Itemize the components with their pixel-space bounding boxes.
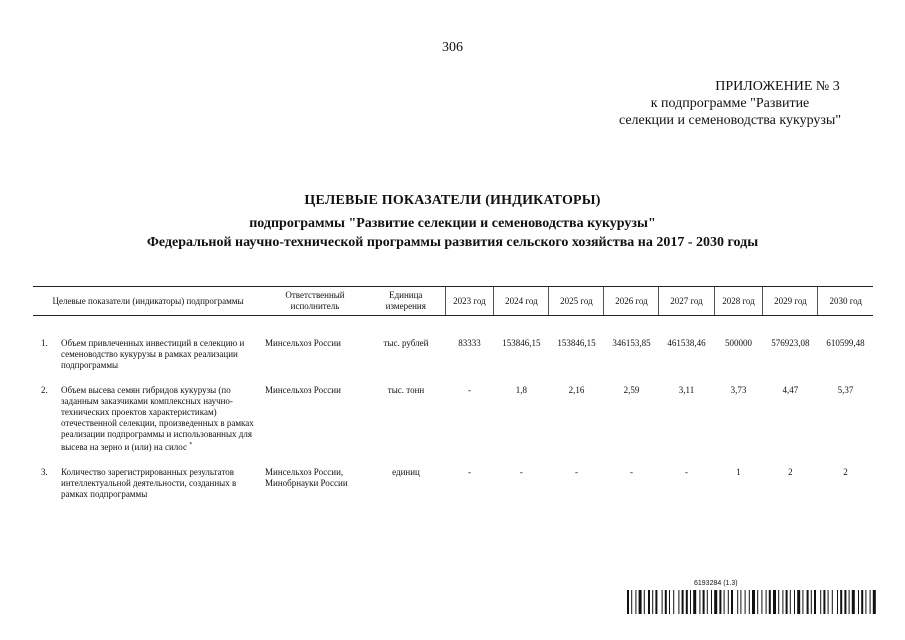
value-cell: 1	[736, 467, 741, 477]
indicators-table	[33, 286, 873, 500]
document-subtitle-2: Федеральной научно-технической программы развития сельского хозяйства на 2017 - 2030 годы	[146, 235, 759, 250]
value-cell: 4,47	[782, 385, 799, 395]
header-indicator: Целевые показатели (индикаторы) подпрограммы	[33, 287, 263, 316]
value-cell: 2,16	[568, 385, 585, 395]
unit-cell: единиц	[392, 467, 420, 477]
indicator-name-cell	[59, 385, 263, 453]
indicator-name: Количество зарегистрированных результатов интеллектуальной деятельности, созданных в рамках подпрограммы	[61, 467, 237, 499]
row-number: 1.	[41, 338, 48, 348]
header-year: 2026 год	[604, 287, 659, 316]
document-subtitle-1: подпрограммы "Развитие селекции и семеноводства кукурузы"	[249, 216, 656, 231]
document-title: ЦЕЛЕВЫЕ ПОКАЗАТЕЛИ (ИНДИКАТОРЫ)	[304, 193, 601, 208]
value-cell: 83333	[458, 338, 481, 348]
appendix-line-1: ПРИЛОЖЕНИЕ № 3	[715, 79, 840, 94]
appendix-line-3: селекции и семеноводства кукурузы"	[618, 113, 842, 128]
footnote-mark: *	[189, 442, 193, 448]
value-cell: 153846,15	[557, 338, 596, 348]
value-cell: 461538,46	[667, 338, 706, 348]
header-year: 2029 год	[763, 287, 818, 316]
value-cell: -	[467, 385, 471, 395]
value-cell: 153846,15	[502, 338, 541, 348]
row-number: 3.	[41, 467, 48, 477]
appendix-heading	[560, 78, 900, 129]
value-cell: 2	[843, 467, 848, 477]
executor-cell: Минсельхоз России	[265, 338, 341, 348]
unit-cell: тыс. тонн	[387, 385, 425, 395]
indicator-name: Объем высева семян гибридов кукурузы (по заданным заказчиками комплексных научно-технических проектов характеристикам) отечественной селекции, произведенных в рамках реализации подпрограммы и использованных для высева на зерно и (или) на силос	[61, 385, 254, 452]
header-year: 2024 год	[494, 287, 549, 316]
executor-cell: Минсельхоз России	[265, 385, 341, 395]
value-cell: 610599,48	[826, 338, 865, 348]
value-cell: 5,37	[837, 385, 854, 395]
appendix-line-2: к подпрограмме "Развитие	[650, 96, 810, 111]
value-cell: 2	[788, 467, 793, 477]
value-cell: -	[629, 467, 633, 477]
table-header-row	[33, 287, 873, 316]
header-unit: Единица измерения	[367, 287, 445, 316]
table-row	[33, 467, 873, 500]
value-cell: 346153,85	[612, 338, 651, 348]
row-number: 2.	[41, 385, 48, 395]
value-cell: 576923,08	[771, 338, 810, 348]
header-year: 2025 год	[549, 287, 604, 316]
value-cell: -	[574, 467, 578, 477]
value-cell: 3,73	[730, 385, 747, 395]
header-year: 2030 год	[818, 287, 873, 316]
value-cell: 500000	[724, 338, 752, 348]
header-year: 2027 год	[659, 287, 714, 316]
header-executor: Ответственный исполнитель	[263, 287, 367, 316]
value-cell: 1,8	[515, 385, 528, 395]
unit-cell: тыс. рублей	[383, 338, 429, 348]
header-year: 2023 год	[445, 287, 494, 316]
executor-cell: Минсельхоз России, Минобрнауки России	[265, 467, 348, 488]
indicator-name: Объем привлеченных инвестиций в селекцию и семеноводство кукурузы в рамках реализации подпрограммы	[61, 338, 245, 370]
barcode-label: 6193284 (1.3)	[694, 580, 738, 587]
page-number: 306	[442, 40, 463, 55]
value-cell: -	[519, 467, 523, 477]
value-cell: 2,59	[623, 385, 640, 395]
barcode-image	[627, 590, 877, 614]
value-cell: 3,11	[678, 385, 695, 395]
table-row	[33, 338, 873, 371]
header-year: 2028 год	[714, 287, 763, 316]
value-cell: -	[685, 467, 688, 477]
table-row	[33, 385, 873, 453]
value-cell: -	[467, 467, 471, 477]
